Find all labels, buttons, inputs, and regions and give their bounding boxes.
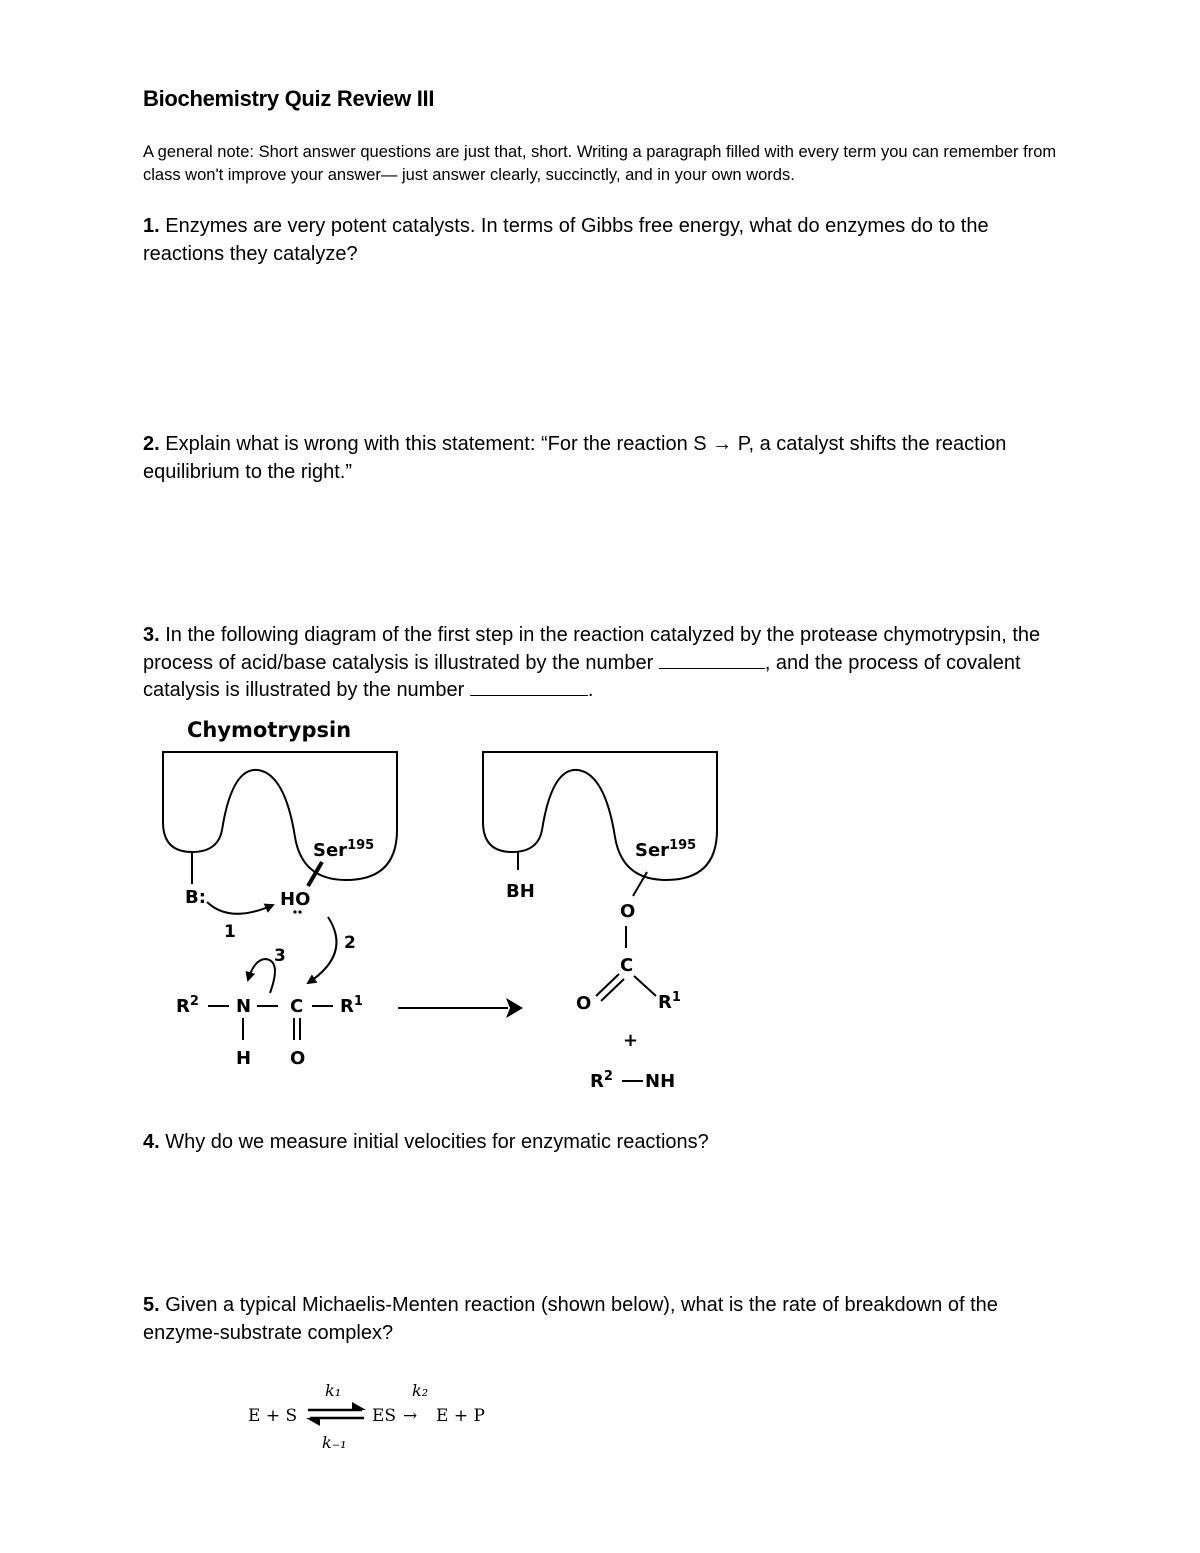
plus-sign: + — [623, 1030, 639, 1051]
arrow-1-label: 1 — [224, 922, 236, 942]
mm-k2: k₂ — [412, 1381, 429, 1400]
question-text: , and the process of covalent catalysis is illustrated by the number — [143, 651, 1021, 701]
general-note: A general note: Short answer questions are just that, short. Writing a paragraph filled with every term you can remember from class won't improve your answer— just answer clearly, succinctly, and in your own words. — [143, 143, 1057, 184]
answer-blank-2[interactable] — [470, 677, 588, 696]
question-number: 4. — [143, 1131, 160, 1153]
hydrogen-label: H — [236, 1048, 252, 1069]
mm-complex: ES — [372, 1406, 397, 1426]
page-title: Biochemistry Quiz Review III — [143, 86, 435, 111]
question-number: 3. — [143, 624, 160, 646]
oxygen-label: O — [290, 1048, 306, 1069]
question-3 — [143, 622, 1073, 705]
question-text: . — [587, 679, 594, 701]
arrow-2-label: 2 — [344, 933, 356, 953]
ester-oxygen-label: O — [620, 901, 636, 922]
chymotrypsin-diagram — [150, 712, 730, 1102]
lone-pair-dot — [293, 910, 296, 913]
arrow-3 — [248, 959, 275, 993]
mm-arrow: → — [403, 1406, 418, 1426]
reverse-arrowhead — [306, 1418, 320, 1426]
question-text: Why do we measure initial velocities for enzymatic reactions? — [165, 1131, 709, 1153]
question-number: 1. — [143, 215, 160, 237]
amine-nh-label: NH — [645, 1071, 676, 1092]
question-text: Explain what is wrong with this statement: “For the reaction S → P, a catalyst shifts the reaction equilibrium to the right.” — [143, 433, 1007, 483]
question-5 — [143, 1292, 1073, 1347]
amine-r2-label: $R^2$ — [590, 1069, 613, 1092]
acyl-carbon-label: C — [620, 955, 634, 976]
forward-arrowhead — [352, 1402, 366, 1410]
question-text: Enzymes are very potent catalysts. In terms of Gibbs free energy, what do enzymes do to the reactions they catalyze? — [143, 215, 989, 265]
carbonyl-double-bond — [601, 979, 624, 1001]
arrow-1 — [207, 902, 273, 914]
hydroxyl-label: HO — [280, 889, 311, 910]
nitrogen-label: N — [236, 996, 252, 1017]
r1-label: $R^1$ — [658, 990, 681, 1013]
mm-k1: k₁ — [325, 1381, 342, 1400]
question-number: 5. — [143, 1294, 160, 1316]
question-2 — [143, 431, 1073, 486]
carbonyl-oxygen-label: O — [576, 993, 592, 1014]
arrow-2 — [308, 917, 336, 983]
reaction-arrowhead — [506, 998, 523, 1018]
michaelis-menten-scheme — [240, 1370, 510, 1460]
question-1 — [143, 213, 1073, 268]
ser-label: Ser$^{195}$ — [635, 838, 697, 861]
mm-k-minus1: k₋₁ — [322, 1433, 347, 1452]
protonated-base-label: BH — [506, 881, 535, 902]
mm-products: E + P — [436, 1406, 485, 1426]
diagram-title: Chymotrypsin — [187, 718, 352, 742]
mm-reactants: E + S — [248, 1406, 298, 1426]
question-text: In the following diagram of the first step in the reaction catalyzed by the protease chymotrypsin, the process of acid/base catalysis is illustrated by the number — [143, 624, 1041, 674]
ser-label: Ser$^{195}$ — [313, 838, 375, 861]
carbon-label: C — [290, 996, 304, 1017]
question-4 — [143, 1129, 1073, 1157]
c-r1-bond — [634, 976, 656, 996]
enzyme-pocket-left — [163, 752, 397, 880]
r1-label: $R^1$ — [340, 994, 363, 1017]
arrow-3-label: 3 — [274, 946, 286, 966]
lone-pair-dot — [298, 910, 301, 913]
base-label: B: — [185, 887, 206, 908]
r2-label: $R^2$ — [176, 994, 199, 1017]
question-text: Given a typical Michaelis-Menten reaction (shown below), what is the rate of breakdown of the enzyme-substrate complex? — [143, 1294, 998, 1344]
question-number: 2. — [143, 433, 160, 455]
carbonyl-double-bond — [596, 974, 619, 996]
answer-blank-1[interactable] — [659, 650, 765, 669]
